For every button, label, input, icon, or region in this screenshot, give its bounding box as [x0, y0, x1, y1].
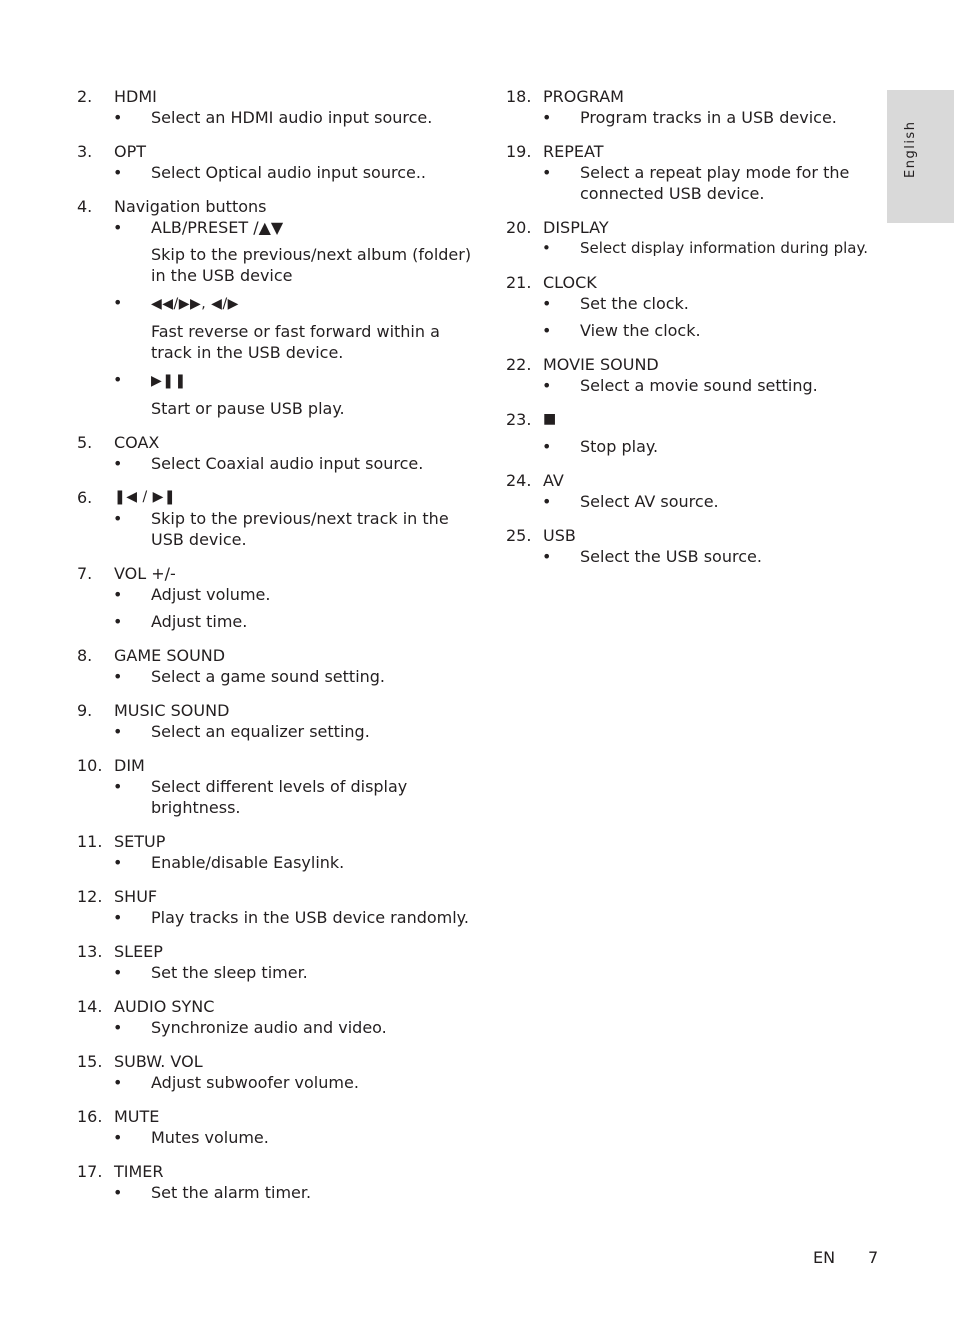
bullet-item: • Select different levels of display brightness. — [113, 777, 408, 817]
bullet-item: • Select Optical audio input source.. — [113, 163, 427, 182]
language-tab — [887, 90, 954, 223]
left-column — [77, 86, 477, 1216]
list-item — [77, 1161, 477, 1203]
item-title: OPT — [114, 142, 147, 161]
item-title: SLEEP — [114, 942, 163, 961]
item-number: 17. — [77, 1162, 103, 1181]
item-title: MUSIC SOUND — [114, 701, 230, 720]
item-number: 8. — [77, 646, 93, 665]
bullet-item: • Select a repeat play mode for the connected USB device. — [542, 163, 850, 203]
item-number: 23. — [506, 410, 532, 429]
list-item — [77, 432, 477, 474]
item-title: SUBW. VOL — [114, 1052, 203, 1071]
item-number: 16. — [77, 1107, 103, 1126]
list-item — [77, 645, 477, 687]
item-number: 15. — [77, 1052, 103, 1071]
bullet-item: • ◀◀/▶▶, ◀/▶ Fast reverse or fast forward within a track in the USB device. — [113, 293, 440, 362]
item-number: 7. — [77, 564, 93, 583]
bullet-item: • Select Coaxial audio input source. — [113, 454, 424, 473]
list-item — [506, 525, 886, 567]
list-item — [77, 831, 477, 873]
bullet-item: • Adjust time. — [113, 612, 248, 631]
prev-next-track-icon: ❚◀ / ▶❚ — [114, 489, 177, 505]
item-title: AV — [543, 471, 564, 490]
bullet-item: • Skip to the previous/next track in the USB device. — [113, 509, 449, 549]
list-item — [77, 755, 477, 818]
item-number: 22. — [506, 355, 532, 374]
list-item — [506, 141, 886, 204]
item-title: MUTE — [114, 1107, 160, 1126]
bullet-item: • Play tracks in the USB device randomly. — [113, 908, 469, 927]
bullet-item: • Set the sleep timer. — [113, 963, 308, 982]
list-item — [506, 272, 886, 341]
item-number: 24. — [506, 471, 532, 490]
item-number: 18. — [506, 87, 532, 106]
bullet-item: • ▶❚❚ Start or pause USB play. — [113, 370, 345, 418]
list-item — [506, 409, 886, 457]
item-number: 4. — [77, 197, 93, 216]
album-buttons-label: ALB/PRESET /▲▼ — [151, 218, 284, 237]
bullet-item: • Select an HDMI audio input source. — [113, 108, 433, 127]
list-item — [77, 886, 477, 928]
item-number: 3. — [77, 142, 93, 161]
item-title: TIMER — [114, 1162, 164, 1181]
bullet-item: • Stop play. — [542, 437, 659, 456]
list-item — [77, 996, 477, 1038]
item-number: 11. — [77, 832, 103, 851]
item-title: SETUP — [114, 832, 166, 851]
item-number: 12. — [77, 887, 103, 906]
list-item — [506, 470, 886, 512]
item-number: 2. — [77, 87, 93, 106]
item-title: AUDIO SYNC — [114, 997, 215, 1016]
bullet-item: • Select a game sound setting. — [113, 667, 386, 686]
bullet-item: • Select the USB source. — [542, 547, 762, 566]
list-item — [77, 196, 477, 419]
stop-icon: ■ — [543, 411, 557, 427]
item-number: 5. — [77, 433, 93, 452]
item-number: 20. — [506, 218, 532, 237]
list-item — [77, 941, 477, 983]
item-title: DISPLAY — [543, 218, 609, 237]
item-number: 21. — [506, 273, 532, 292]
item-title: REPEAT — [543, 142, 604, 161]
item-title: COAX — [114, 433, 160, 452]
list-item — [506, 217, 886, 259]
list-item — [506, 354, 886, 396]
bullet-item: • Set the clock. — [542, 294, 689, 313]
bullet-item: • Adjust volume. — [113, 585, 271, 604]
list-item — [77, 1051, 477, 1093]
page-number: 7 — [868, 1248, 879, 1267]
bullet-item: • Program tracks in a USB device. — [542, 108, 837, 127]
list-item — [77, 1106, 477, 1148]
language-tab-label: English — [903, 120, 918, 178]
item-number: 13. — [77, 942, 103, 961]
list-item — [77, 141, 477, 183]
bullet-item: • ALB/PRESET /▲▼ Skip to the previous/next album (folder) in the USB device — [113, 218, 472, 285]
list-item — [506, 86, 886, 128]
item-number: 14. — [77, 997, 103, 1016]
item-title: PROGRAM — [543, 87, 624, 106]
item-title: SHUF — [114, 887, 158, 906]
list-item — [77, 487, 477, 550]
bullet-item: • Synchronize audio and video. — [113, 1018, 387, 1037]
item-number: 19. — [506, 142, 532, 161]
right-column — [506, 86, 886, 580]
item-title: GAME SOUND — [114, 646, 226, 665]
bullet-item: • Select AV source. — [542, 492, 719, 511]
item-number: 25. — [506, 526, 532, 545]
bullet-item: • Enable/disable Easylink. — [113, 853, 345, 872]
list-item — [77, 700, 477, 742]
item-title: USB — [543, 526, 576, 545]
footer-language: EN — [813, 1248, 836, 1267]
item-number: 6. — [77, 488, 93, 507]
bullet-item: • Set the alarm timer. — [113, 1183, 312, 1202]
item-number: 9. — [77, 701, 93, 720]
list-item — [77, 86, 477, 128]
item-title: Navigation buttons — [114, 197, 267, 216]
item-title: VOL +/- — [114, 564, 176, 583]
fast-forward-rewind-icon: ◀◀/▶▶, ◀/▶ — [151, 296, 239, 312]
bullet-item: • Select display information during play. — [542, 239, 868, 257]
item-title: HDMI — [114, 87, 157, 106]
bullet-item: • Select an equalizer setting. — [113, 722, 370, 741]
item-title: DIM — [114, 756, 145, 775]
bullet-item: • View the clock. — [542, 321, 701, 340]
item-number: 10. — [77, 756, 103, 775]
bullet-item: • Select a movie sound setting. — [542, 376, 818, 395]
play-pause-icon: ▶❚❚ — [151, 373, 187, 389]
item-title: CLOCK — [543, 273, 597, 292]
item-title: MOVIE SOUND — [543, 355, 659, 374]
bullet-item: • Mutes volume. — [113, 1128, 269, 1147]
list-item — [77, 563, 477, 632]
bullet-item: • Adjust subwoofer volume. — [113, 1073, 359, 1092]
